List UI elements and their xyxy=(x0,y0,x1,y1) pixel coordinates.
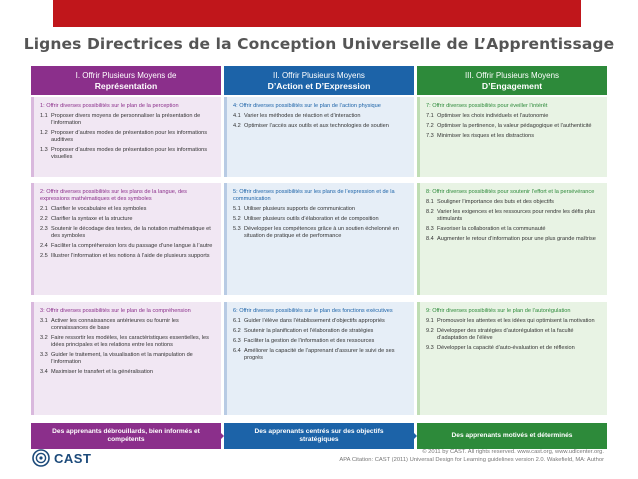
list-item xyxy=(426,199,601,206)
guideline-panel-2 xyxy=(31,183,221,295)
item-number: 8.3 xyxy=(426,226,434,232)
item-number: 4.1 xyxy=(233,113,241,120)
item-text: Faire ressortir les modèles, les caractéristiques essentielles, les idées principales et les relations entre les notions xyxy=(51,335,209,349)
column-action-expression xyxy=(224,66,414,443)
panel-title: 9: Offrir diverses possibilités sur le plan de l’autorégulation xyxy=(426,308,571,314)
list-item xyxy=(40,253,215,260)
copyright-block xyxy=(339,448,604,464)
list-item xyxy=(40,216,215,223)
item-text: Utiliser plusieurs outils d’élaboration et de composition xyxy=(244,216,379,223)
item-text: Augmenter le retour d’information pour une plus grande maîtrise xyxy=(437,235,596,242)
column-header-line2: D’Engagement xyxy=(481,81,543,91)
item-number: 8.1 xyxy=(426,199,434,206)
item-text: Faciliter la gestion de l’information et des ressources xyxy=(244,337,375,344)
item-text: Varier les exigences et les ressources pour rendre les défis plus stimulants xyxy=(437,209,596,223)
list-item xyxy=(426,318,601,325)
list-item xyxy=(40,113,215,127)
cast-logo xyxy=(32,449,91,467)
list-item xyxy=(40,243,215,250)
guideline-panel-1 xyxy=(31,97,221,177)
list-item xyxy=(426,226,601,233)
item-text: Proposer d’autres modes de présentation pour les informations visuelles xyxy=(51,147,208,161)
item-number: 3.2 xyxy=(40,335,48,342)
item-number: 2.2 xyxy=(40,216,48,223)
item-number: 2.3 xyxy=(40,226,48,232)
item-text: Soutenir le décodage des textes, de la notation mathématique et des symboles xyxy=(51,226,211,240)
item-number: 9.1 xyxy=(426,318,434,325)
item-text: Varier les méthodes de réaction et d’interaction xyxy=(244,113,361,120)
item-number: 8.2 xyxy=(426,209,434,215)
list-item xyxy=(426,328,601,342)
item-number: 7.1 xyxy=(426,113,434,120)
item-text: Optimiser la pertinence, la valeur pédagogique et l’authenticité xyxy=(437,123,592,129)
column-header-line2: D’Action et D’Expression xyxy=(267,81,371,91)
item-number: 8.4 xyxy=(426,235,434,242)
list-item xyxy=(40,130,215,144)
item-number: 9.2 xyxy=(426,328,434,334)
list-item xyxy=(426,209,601,223)
guideline-panel-5 xyxy=(224,183,414,295)
column-footer: Des apprenants motivés et déterminés xyxy=(417,423,607,449)
item-text: Souligner l’importance des buts et des objectifs xyxy=(437,199,554,206)
arrow-right-icon xyxy=(216,428,224,444)
list-item xyxy=(233,226,408,240)
panel-title: 8: Offrir diverses possibilités pour soutenir l’effort et la persévérance xyxy=(426,189,595,195)
item-text: Promouvoir les attentes et les idées qui optimisent la motivation xyxy=(437,318,595,325)
item-text: Clarifier la syntaxe et la structure xyxy=(51,216,133,223)
item-number: 7.3 xyxy=(426,132,434,139)
list-item xyxy=(40,352,215,366)
item-text: Soutenir la planification et l’élaboration de stratégies xyxy=(244,328,374,334)
list-item xyxy=(426,345,601,352)
list-item xyxy=(233,348,408,362)
list-item xyxy=(40,206,215,213)
item-number: 3.4 xyxy=(40,369,48,376)
column-engagement xyxy=(417,66,607,439)
panel-title: 6: Offrir diverses possibilités sur le plan des fonctions exécutives xyxy=(233,308,393,314)
item-number: 5.1 xyxy=(233,206,241,213)
panel-title: 3: Offrir diverses possibilités sur le plan de la compréhension xyxy=(40,308,191,314)
item-number: 2.5 xyxy=(40,252,48,259)
list-item xyxy=(233,216,408,223)
cast-logo-icon xyxy=(32,449,50,467)
item-text: Clarifier le vocabulaire et les symboles xyxy=(51,206,147,213)
page-title: Lignes Directrices de la Conception Universelle de L’Apprentissage xyxy=(23,35,615,53)
item-number: 6.3 xyxy=(233,337,241,344)
item-text: Développer des stratégies d’autorégulation et la faculté d’adaptation de l’élève xyxy=(437,328,574,342)
item-number: 5.3 xyxy=(233,226,241,232)
list-item xyxy=(426,133,601,140)
item-number: 6.4 xyxy=(233,347,241,354)
column-header-line2: Représentation xyxy=(94,81,158,91)
item-text: Développer la capacité d’auto-évaluation et de réflexion xyxy=(437,345,575,351)
item-number: 3.3 xyxy=(40,352,48,359)
column-header xyxy=(417,66,607,95)
item-text: Optimiser l’accès aux outils et aux technologies de soutien xyxy=(244,123,389,129)
column-header-line1: III. Offrir Plusieurs Moyens xyxy=(464,71,560,80)
item-number: 5.2 xyxy=(233,216,241,223)
list-item xyxy=(426,113,601,120)
list-item xyxy=(233,113,408,120)
item-text: Guider l’élève dans l’établissement d’objectifs appropriés xyxy=(244,318,385,325)
item-text: Maximiser le transfert et la généralisation xyxy=(51,369,153,376)
list-item xyxy=(40,318,215,332)
list-item xyxy=(40,147,215,161)
item-number: 2.1 xyxy=(40,206,48,213)
panel-title: 4: Offrir diverses possibilités sur le plan de l’action physique xyxy=(233,103,381,109)
list-item xyxy=(233,338,408,345)
item-number: 1.1 xyxy=(40,113,48,120)
item-number: 1.3 xyxy=(40,147,48,154)
item-text: Améliorer la capacité de l’apprenant d’assurer le suivi de ses progrès xyxy=(244,347,395,361)
list-item xyxy=(233,206,408,213)
item-number: 1.2 xyxy=(40,130,48,137)
item-text: Utiliser plusieurs supports de communication xyxy=(244,206,355,213)
column-header xyxy=(31,66,221,95)
item-text: Illustrer l’information et les notions à l’aide de plusieurs supports xyxy=(51,252,210,259)
item-text: Proposer divers moyens de personnaliser la présentation de l’information xyxy=(51,113,201,127)
panel-title: 7: Offrir diverses possibilités pour éveiller l’intérêt xyxy=(426,103,548,109)
top-banner xyxy=(53,0,581,27)
list-item xyxy=(233,123,408,130)
item-number: 4.2 xyxy=(233,123,241,129)
item-text: Optimiser les choix individuels et l’autonomie xyxy=(437,113,549,120)
column-footer: Des apprenants centrés sur des objectifs stratégiques xyxy=(224,423,414,449)
guideline-panel-6 xyxy=(224,302,414,415)
guideline-panel-4 xyxy=(224,97,414,177)
citation-line: APA Citation: CAST (2011) Universal Design for Learning guidelines version 2.0. Wakefield, MA: Author xyxy=(339,457,604,463)
list-item xyxy=(426,236,601,243)
item-number: 6.2 xyxy=(233,328,241,334)
item-number: 3.1 xyxy=(40,318,48,325)
copyright-line: © 2011 by CAST. All rights reserved. www.cast.org, www.udlcenter.org. xyxy=(422,449,604,455)
logo-text: CAST xyxy=(54,450,92,466)
list-item xyxy=(40,226,215,240)
column-header xyxy=(224,66,414,95)
list-item xyxy=(40,335,215,349)
list-item xyxy=(233,328,408,335)
item-text: Minimiser les risques et les distractions xyxy=(437,132,534,139)
item-text: Proposer d’autres modes de présentation pour les informations auditives xyxy=(51,130,208,144)
item-number: 9.3 xyxy=(426,345,434,351)
column-header-line1: I. Offrir Plusieurs Moyens de xyxy=(75,71,177,80)
guideline-panel-7 xyxy=(417,97,607,177)
item-number: 2.4 xyxy=(40,243,48,249)
item-text: Activer les connaissances antérieures ou fournir les connaissances de base xyxy=(51,318,179,332)
guideline-panel-8 xyxy=(417,183,607,295)
panel-title: 1: Offrir diverses possibilités sur le plan de la perception xyxy=(40,103,179,109)
guideline-panel-9 xyxy=(417,302,607,415)
item-text: Développer les compétences grâce à un soutien échelonné en situation de pratique et de performance xyxy=(244,226,399,240)
panel-title: 2: Offrir diverses possibilités sur les plans de la langue, des expressions mathématiques et des symboles xyxy=(40,189,187,203)
item-text: Guider le traitement, la visualisation et la manipulation de l’information xyxy=(51,352,193,366)
list-item xyxy=(233,318,408,325)
column-header-line1: II. Offrir Plusieurs Moyens xyxy=(273,71,365,80)
list-item xyxy=(426,123,601,130)
item-number: 6.1 xyxy=(233,318,241,325)
item-text: Favoriser la collaboration et la communauté xyxy=(437,226,546,232)
item-text: Faciliter la compréhension lors du passage d’une langue à l’autre xyxy=(51,243,213,249)
arrow-right-icon xyxy=(409,428,417,444)
column-footer: Des apprenants débrouillards, bien informés et compétents xyxy=(31,423,221,449)
column-representation xyxy=(31,66,221,443)
item-number: 7.2 xyxy=(426,123,434,129)
list-item xyxy=(40,369,215,376)
panel-title: 5: Offrir diverses possibilités sur les plans de l’expression et de la communication xyxy=(233,189,395,203)
guideline-panel-3 xyxy=(31,302,221,415)
